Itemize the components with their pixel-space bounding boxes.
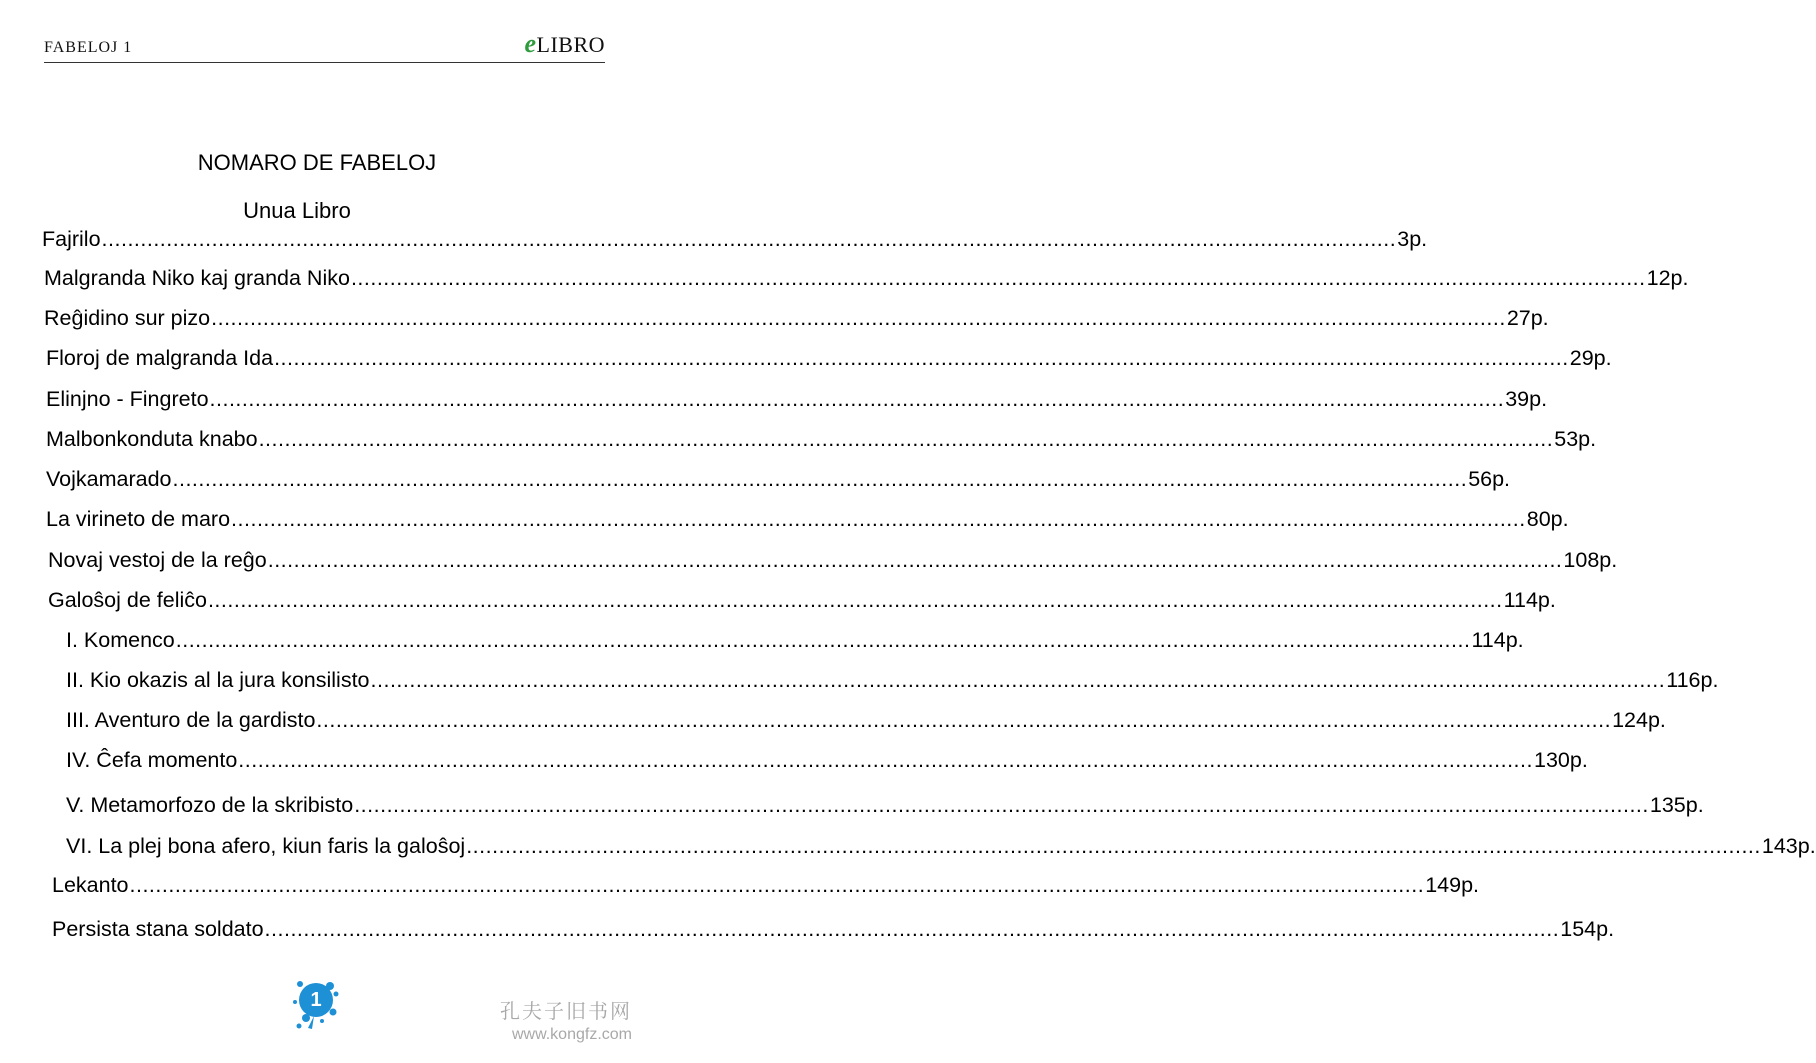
toc-entry (48, 541, 1618, 573)
toc-entry-page: 27p. (1506, 306, 1549, 330)
toc-entry-page: 114p. (1471, 628, 1524, 652)
toc-entry-label: I. Komenco (66, 628, 175, 652)
toc-leader-dots: ........................................................................................................................................................................................................ (350, 266, 1646, 290)
toc-entry (66, 741, 1588, 773)
toc-entry-label: Lekanto (52, 873, 129, 897)
toc-entry-page: 3p. (1397, 227, 1428, 251)
toc-entry-label: Malbonkonduta knabo (46, 427, 258, 451)
toc-entry-page: 114p. (1503, 588, 1556, 612)
toc-entry (66, 661, 1719, 693)
toc-entry-label: II. Kio okazis al la jura konsilisto (66, 668, 370, 692)
toc-leader-dots: ........................................................................................................................................................................................................ (129, 873, 1425, 897)
toc-subtitle: Unua Libro (243, 198, 351, 223)
toc-leader-dots: ........................................................................................................................................................................................................ (466, 834, 1761, 858)
toc-leader-dots: ........................................................................................................................................................................................................ (370, 668, 1666, 692)
watermark (500, 995, 632, 1044)
toc-entry-label: Galoŝoj de feliĉo (48, 588, 207, 612)
toc-leader-dots: ........................................................................................................................................................................................................ (211, 306, 1506, 330)
toc-leader-dots: ........................................................................................................................................................................................................ (274, 346, 1569, 370)
toc-leader-dots: ........................................................................................................................................................................................................ (231, 507, 1526, 531)
toc-entry-page: 149p. (1425, 873, 1480, 897)
toc-entry-page: 135p. (1649, 793, 1704, 817)
toc-entry-page: 108p. (1563, 548, 1618, 572)
toc-entry-page: 53p. (1554, 427, 1597, 451)
toc-leader-dots: ........................................................................................................................................................................................................ (238, 748, 1533, 772)
toc-entry-label: Persista stana soldato (52, 917, 264, 941)
toc-entry-label: Floroj de malgranda Ida (46, 346, 274, 370)
toc-entry-page: 12p. (1646, 266, 1689, 290)
toc-entry (52, 866, 1480, 898)
toc-entry (66, 786, 1704, 818)
toc-entry-label: Novaj vestoj de la reĝo (48, 548, 267, 572)
toc-leader-dots: ........................................................................................................................................................................................................ (172, 467, 1468, 491)
toc-entry-label: Reĝidino sur pizo (44, 306, 211, 330)
toc-leader-dots: ........................................................................................................................................................................................................ (267, 548, 1563, 572)
toc-entry (66, 701, 1666, 733)
toc-entry (46, 380, 1548, 412)
toc-leader-dots: ........................................................................................................................................................................................................ (354, 793, 1649, 817)
toc-entry-label: III. Aventuro de la gardisto (66, 708, 316, 732)
watermark-chinese: 孔夫子旧书网 (500, 999, 632, 1023)
toc-leader-dots: ........................................................................................................................................................................................................ (316, 708, 1612, 732)
toc-entry (48, 581, 1556, 613)
toc-leader-dots: ........................................................................................................................................................................................................ (264, 917, 1560, 941)
toc-entry-page: 39p. (1505, 387, 1548, 411)
toc-entry (46, 460, 1511, 492)
toc-entry-page: 116p. (1666, 668, 1719, 692)
toc-leader-dots: ........................................................................................................................................................................................................ (209, 387, 1505, 411)
toc-entry (46, 420, 1597, 452)
toc-entry-label: IV. Ĉefa momento (66, 748, 238, 772)
toc-entry-page: 124p. (1612, 708, 1666, 732)
toc-entry-page: 56p. (1468, 467, 1511, 491)
toc-entry-page: 80p. (1526, 507, 1569, 531)
toc-entry (52, 910, 1615, 942)
toc-entry-label: Vojkamarado (46, 467, 172, 491)
toc-entry-page: 154p. (1560, 917, 1615, 941)
toc-leader-dots: ........................................................................................................................................................................................................ (101, 227, 1397, 251)
running-title: FABELOJ 1 (44, 39, 133, 56)
brand-logo-e: e (524, 29, 537, 58)
page-number: 1 (310, 989, 322, 1011)
toc-entry (66, 621, 1524, 653)
toc-title: NOMARO DE FABELOJ (197, 150, 437, 175)
toc-entry-page: 29p. (1569, 346, 1612, 370)
toc-entry-page: 130p. (1533, 748, 1588, 772)
toc-entry-label: Fajrilo (42, 227, 101, 251)
toc-leader-dots: ........................................................................................................................................................................................................ (175, 628, 1471, 652)
watermark-url: www.kongfz.com (511, 1026, 632, 1043)
toc-leader-dots: ........................................................................................................................................................................................................ (207, 588, 1503, 612)
toc-entry (44, 299, 1549, 331)
toc-entry (46, 500, 1569, 532)
toc-entry-label: VI. La plej bona afero, kiun faris la galoŝoj (66, 834, 466, 858)
toc-entry-label: V. Metamorfozo de la skribisto (66, 793, 354, 817)
toc-entry (44, 259, 1689, 291)
toc-entry (66, 827, 1816, 859)
toc-entry-label: Malgranda Niko kaj granda Niko (44, 266, 350, 290)
toc-entry (42, 220, 1428, 252)
toc-entry-label: Elinjno - Fingreto (46, 387, 209, 411)
toc-entry-page: 143p. (1761, 834, 1816, 858)
page-number-badge (286, 972, 346, 1032)
toc-entry-label: La virineto de maro (46, 507, 231, 531)
brand-logo-text: LIBRO (536, 32, 605, 57)
toc-leader-dots: ........................................................................................................................................................................................................ (258, 427, 1554, 451)
toc-entry (46, 339, 1612, 371)
